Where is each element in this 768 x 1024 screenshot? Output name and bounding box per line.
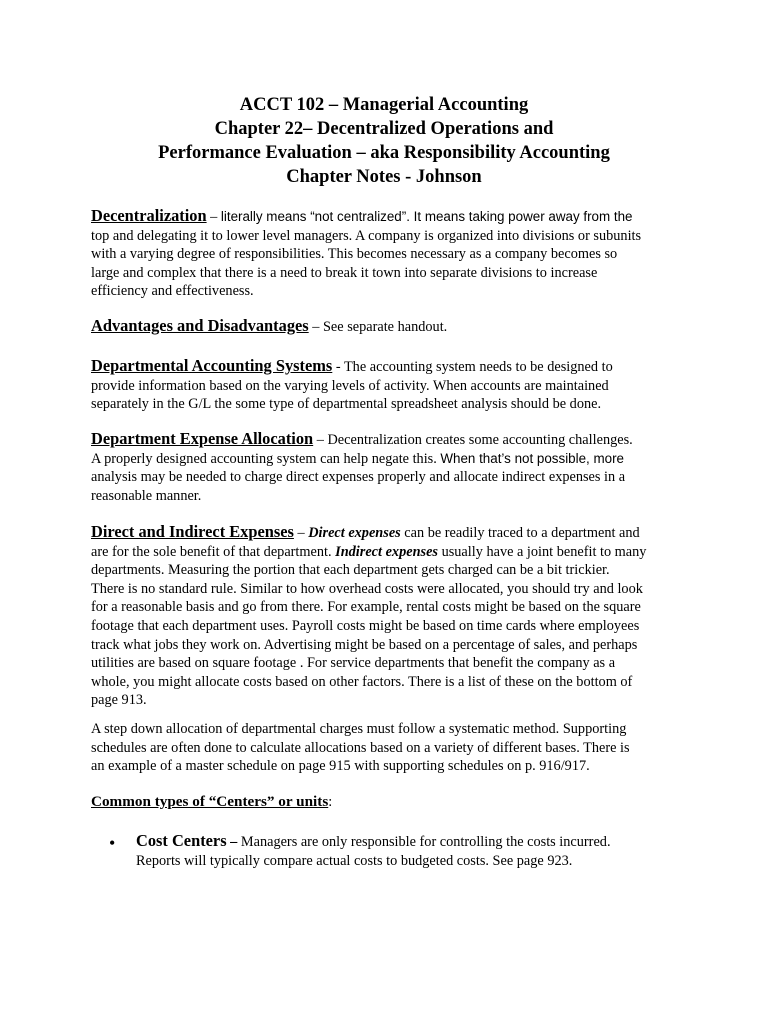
expense-allocation-first-line — [91, 430, 681, 450]
centers-colon: : — [328, 794, 333, 810]
section-expense-allocation — [91, 430, 681, 505]
cost-centers-label: Cost Centers — [136, 831, 227, 850]
paragraph-line: track what jobs they work on. Advertising might be based on a percentage of sales, and perhaps — [91, 636, 638, 653]
dash: – — [308, 319, 323, 335]
list-item-cost-centers — [136, 832, 696, 870]
section-decentralization — [91, 207, 681, 301]
dash: – — [313, 432, 328, 448]
centers-heading: Common types of “Centers” or units — [91, 793, 329, 810]
title-line-2: Chapter 22– Decentralized Operations and — [214, 119, 554, 139]
document-title — [0, 93, 768, 189]
expense-allocation-heading: Department Expense Allocation — [91, 429, 314, 448]
section-advantages — [91, 317, 681, 337]
expense-allocation-second-line — [91, 450, 681, 469]
departmental-systems-first-line — [91, 357, 681, 377]
paragraph-line: There is no standard rule. Similar to how overhead costs were allocated, you should try and look — [91, 580, 643, 597]
cost-centers-second-line: Reports will typically compare actual costs to budgeted costs. See page 923. — [136, 852, 573, 869]
paragraph-line: schedules are often done to calculate allocations based on a variety of different bases. There is — [91, 739, 630, 756]
paragraph-line: for a reasonable basis and go from there. For example, rental costs might be based on the square — [91, 599, 641, 616]
direct-indirect-line2-b: usually have a joint benefit to many — [438, 543, 647, 560]
direct-expenses-term: Direct expenses — [308, 525, 401, 541]
paragraph-line: A step down allocation of departmental charges must follow a systematic method. Supporting — [91, 721, 627, 737]
section-departmental-systems — [91, 357, 681, 414]
paragraph-line: footage that each department uses. Payroll costs might be based on time cards where employees — [91, 617, 640, 634]
paragraph-line: whole, you might allocate costs based on other factors. There is a list of these on the bottom of — [91, 673, 633, 690]
departmental-systems-heading: Departmental Accounting Systems — [91, 356, 333, 375]
section-direct-indirect — [91, 523, 681, 710]
advantages-text: See separate handout. — [322, 319, 448, 335]
advantages-heading: Advantages and Disadvantages — [91, 316, 309, 335]
departmental-systems-first-line-text: The accounting system needs to be designed to — [343, 359, 613, 375]
title-line-4: Chapter Notes - Johnson — [286, 167, 482, 187]
direct-indirect-first-line-text: can be readily traced to a department and — [400, 525, 640, 541]
direct-indirect-line2-a: are for the sole benefit of that department. — [91, 543, 336, 560]
dash: – — [293, 525, 309, 541]
paragraph-line: analysis may be needed to charge direct expenses properly and allocate indirect expenses in a — [91, 469, 626, 486]
paragraph-line: with a varying degree of responsibilities. This becomes necessary as a company becomes so — [91, 246, 618, 263]
cost-centers-first-line-text: Managers are only responsible for controlling the costs incurred. — [240, 834, 611, 850]
paragraph-line: departments. Measuring the portion that each department gets charged can be a bit trickier. — [91, 562, 610, 579]
title-line-3: Performance Evaluation – aka Responsibility Accounting — [158, 143, 610, 163]
dash: - — [332, 359, 344, 375]
indirect-expenses-term: Indirect expenses — [335, 543, 438, 560]
paragraph-line: an example of a master schedule on page 915 with supporting schedules on p. 916/917. — [91, 758, 590, 775]
dash: – — [226, 834, 241, 850]
section-centers — [91, 793, 681, 812]
section-step-down — [91, 720, 681, 776]
decentralization-first-line — [91, 207, 681, 227]
paragraph-line: utilities are based on square footage . For service departments that benefit the company as a — [91, 655, 616, 672]
direct-indirect-first-line — [91, 523, 681, 543]
paragraph-line: page 913. — [91, 692, 147, 709]
advantages-line — [91, 317, 681, 337]
cost-centers-first-line — [136, 832, 696, 852]
paragraph-line: provide information based on the varying levels of activity. When accounts are maintained — [91, 377, 609, 394]
direct-indirect-heading: Direct and Indirect Expenses — [91, 522, 294, 541]
paragraph-line: large and complex that there is a need to break it town into separate divisions to increase — [91, 264, 598, 281]
centers-heading-line — [91, 793, 681, 812]
expense-allocation-line2-a: A properly designed accounting system can help negate this. — [91, 450, 441, 467]
paragraph-line: top and delegating it to lower level managers. A company is organized into divisions or subunits — [91, 227, 642, 244]
dash: – — [206, 209, 221, 225]
decentralization-first-line-text: literally means “not centralized”. It means taking power away from the — [220, 209, 633, 224]
decentralization-heading: Decentralization — [91, 206, 207, 225]
direct-indirect-second-line — [91, 543, 681, 562]
title-line-1: ACCT 102 – Managerial Accounting — [239, 95, 529, 115]
expense-allocation-line2-b: When that’s not possible, more — [440, 450, 624, 466]
expense-allocation-first-line-text: Decentralization creates some accounting challenges. — [327, 432, 633, 448]
paragraph-line: reasonable manner. — [91, 487, 202, 504]
bullet-icon: • — [109, 833, 116, 853]
paragraph-line: separately in the G/L the some type of departmental spreadsheet analysis should be done. — [91, 396, 602, 413]
paragraph-line: efficiency and effectiveness. — [91, 283, 254, 300]
